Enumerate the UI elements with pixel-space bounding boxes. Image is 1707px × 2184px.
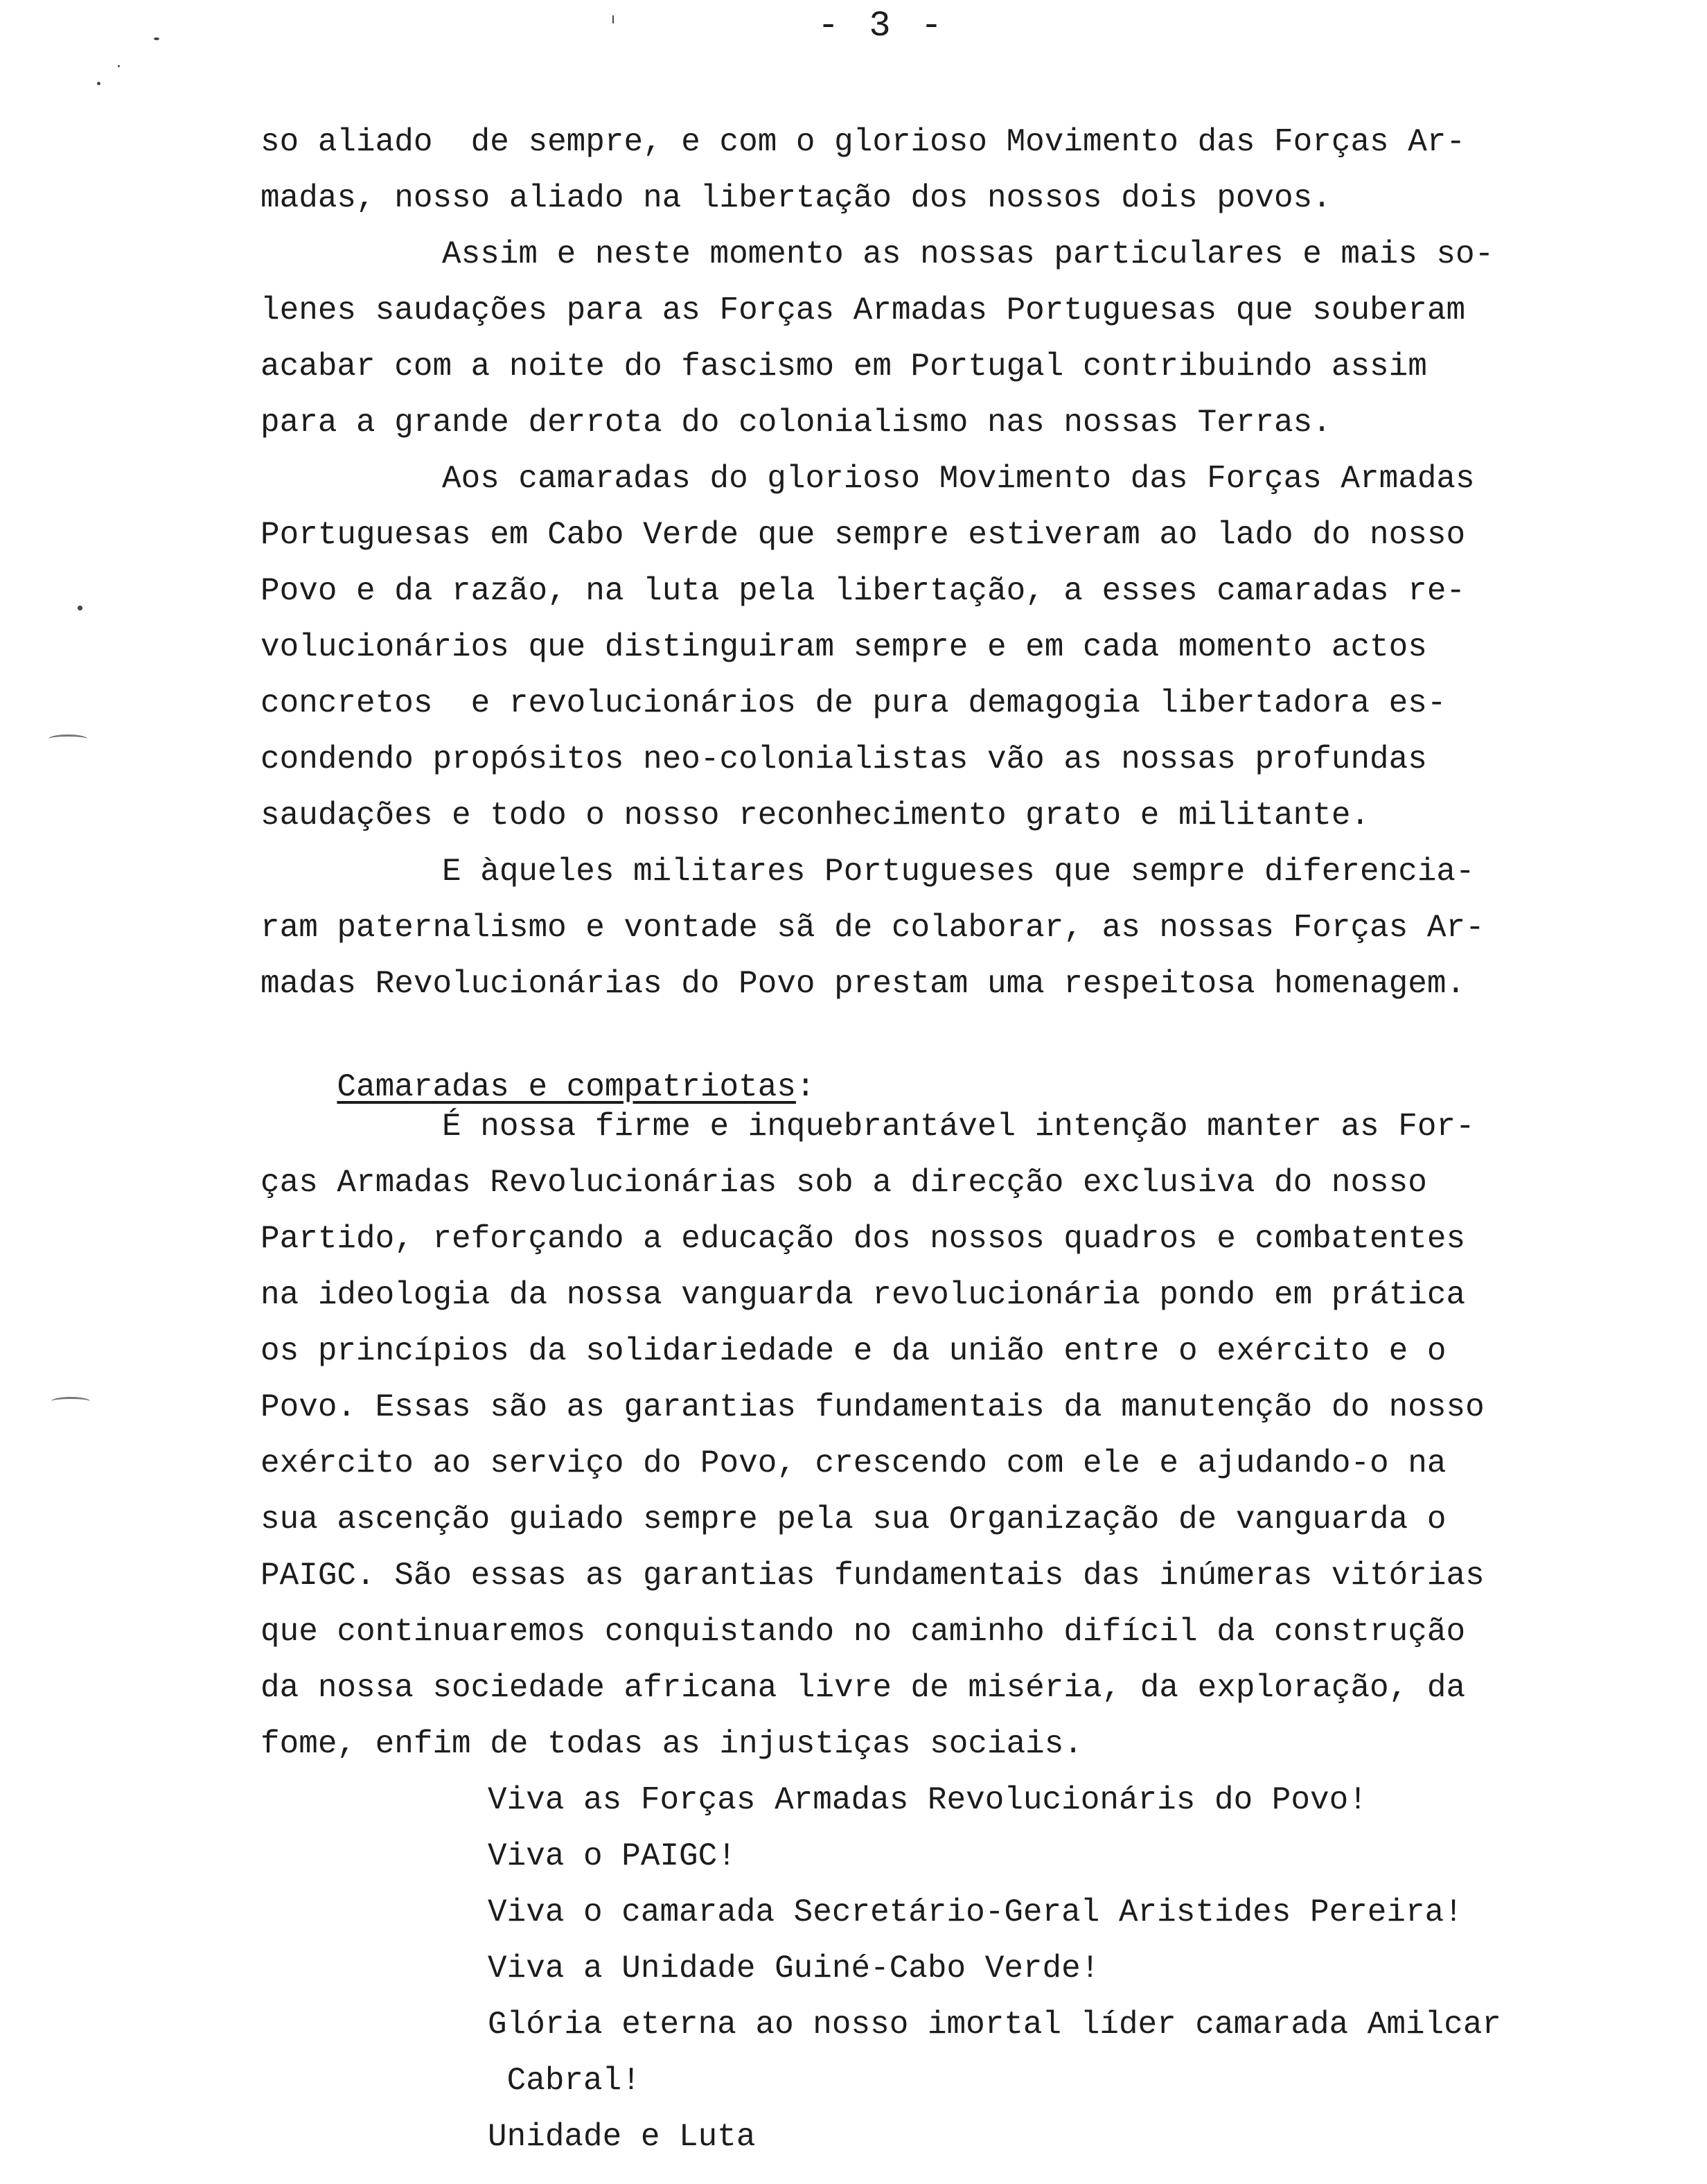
section-heading-colon: : bbox=[795, 1069, 815, 1105]
text-line: para a grande derrota do colonialismo nas nossas Terras. bbox=[260, 405, 1332, 441]
scan-mark bbox=[51, 1397, 90, 1406]
slogan-line: Viva a Unidade Guiné-Cabo Verde! bbox=[488, 1950, 1100, 1987]
page-number: - 3 - bbox=[817, 6, 947, 46]
scan-mark bbox=[48, 734, 87, 743]
scan-speck bbox=[118, 65, 120, 67]
text-line: Aos camaradas do glorioso Movimento das Forças Armadas bbox=[442, 461, 1475, 497]
slogan-line: Viva as Forças Armadas Revolucionáris do Povo! bbox=[488, 1782, 1368, 1818]
text-line: condendo propósitos neo-colonialistas vão as nossas profundas bbox=[260, 741, 1427, 777]
section-heading-text: Camaradas e compatriotas bbox=[337, 1069, 796, 1105]
text-line: que continuaremos conquistando no caminho difícil da construção bbox=[260, 1614, 1466, 1650]
text-line: fome, enfim de todas as injustiças sociais. bbox=[260, 1726, 1083, 1762]
text-line: Povo. Essas são as garantias fundamentais da manutenção do nosso bbox=[260, 1389, 1485, 1425]
scan-speck bbox=[97, 82, 100, 85]
text-line: acabar com a noite do fascismo em Portugal contribuindo assim bbox=[260, 349, 1427, 385]
text-line: so aliado de sempre, e com o glorioso Movimento das Forças Ar- bbox=[260, 124, 1466, 160]
slogan-line: Cabral! bbox=[488, 2063, 641, 2099]
slogan-line: Unidade e Luta bbox=[488, 2119, 756, 2155]
text-line: volucionários que distinguiram sempre e em cada momento actos bbox=[260, 629, 1427, 665]
text-line: saudações e todo o nosso reconhecimento grato e militante. bbox=[260, 798, 1370, 834]
text-line: ram paternalismo e vontade sã de colaborar, as nossas Forças Ar- bbox=[260, 910, 1485, 946]
slogan-line: Glória eterna ao nosso imortal líder camarada Amilcar bbox=[488, 2007, 1502, 2043]
scan-speck bbox=[78, 606, 82, 610]
scan-speck bbox=[154, 37, 159, 40]
slogan-line: Viva o PAIGC! bbox=[488, 1838, 736, 1874]
text-line: Assim e neste momento as nossas particulares e mais so- bbox=[442, 236, 1494, 272]
text-line: É nossa firme e inquebrantável intenção manter as For- bbox=[442, 1109, 1475, 1145]
slogan-line: Viva o camarada Secretário-Geral Aristides Pereira! bbox=[488, 1894, 1463, 1930]
text-line: concretos e revolucionários de pura demagogia libertadora es- bbox=[260, 685, 1447, 721]
text-line: ças Armadas Revolucionárias sob a direcção exclusiva do nosso bbox=[260, 1165, 1427, 1201]
text-line: os princípios da solidariedade e da união entre o exército e o bbox=[260, 1333, 1447, 1369]
text-line: lenes saudações para as Forças Armadas Portuguesas que souberam bbox=[260, 292, 1466, 328]
text-line: sua ascenção guiado sempre pela sua Organização de vanguarda o bbox=[260, 1502, 1447, 1538]
text-line: E àqueles militares Portugueses que sempre diferencia- bbox=[442, 854, 1475, 890]
text-line: exército ao serviço do Povo, crescendo com ele e ajudando-o na bbox=[260, 1445, 1447, 1481]
text-line: na ideologia da nossa vanguarda revolucionária pondo em prática bbox=[260, 1277, 1466, 1313]
text-line: da nossa sociedade africana livre de miséria, da exploração, da bbox=[260, 1670, 1466, 1706]
scan-speck bbox=[612, 15, 614, 24]
text-line: madas, nosso aliado na libertação dos nossos dois povos. bbox=[260, 180, 1332, 216]
text-line: Povo e da razão, na luta pela libertação, a esses camaradas re- bbox=[260, 573, 1466, 609]
text-line: madas Revolucionárias do Povo prestam uma respeitosa homenagem. bbox=[260, 966, 1466, 1002]
text-line: Portuguesas em Cabo Verde que sempre estiveram ao lado do nosso bbox=[260, 517, 1466, 553]
text-line: PAIGC. São essas as garantias fundamentais das inúmeras vitórias bbox=[260, 1558, 1485, 1594]
text-line: Partido, reforçando a educação dos nossos quadros e combatentes bbox=[260, 1221, 1466, 1257]
